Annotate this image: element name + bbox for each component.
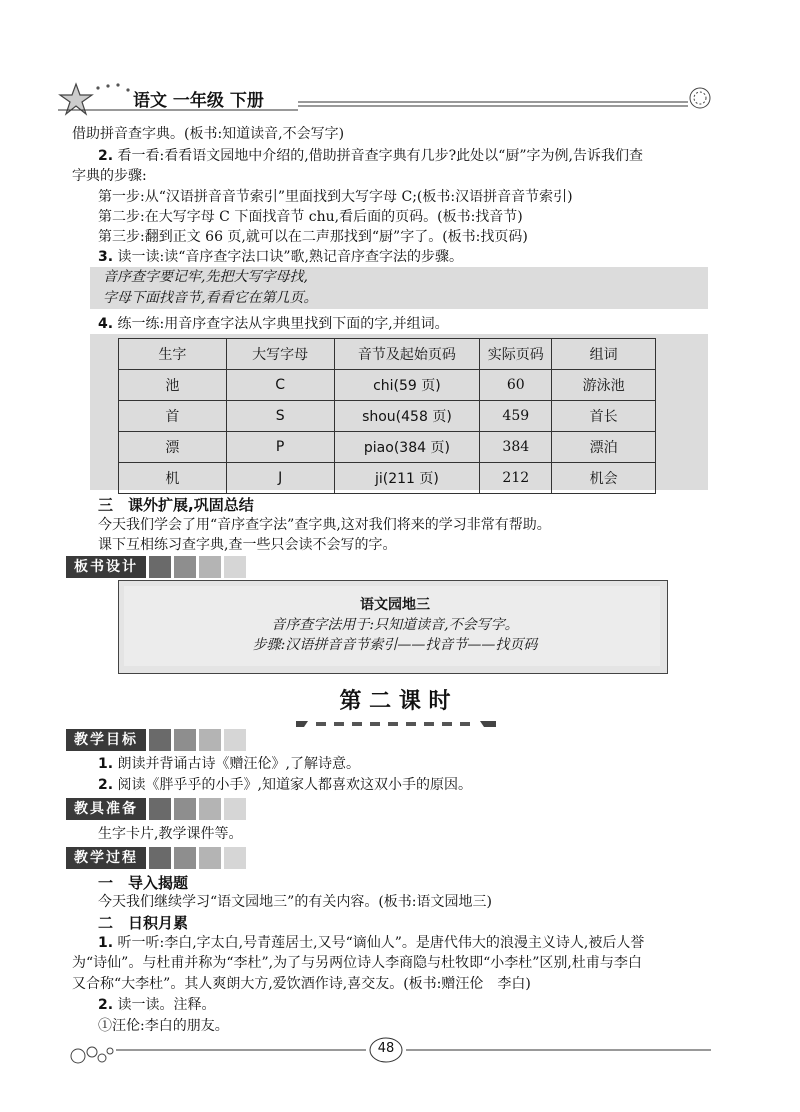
decor-square bbox=[199, 556, 221, 578]
annotation: ①汪伦:李白的朋友。 bbox=[98, 1018, 229, 1034]
decor-square bbox=[224, 847, 246, 869]
table-cell: 机会 bbox=[552, 463, 656, 494]
process-label: 教学过程 bbox=[66, 847, 146, 869]
table-cell: 212 bbox=[480, 463, 552, 494]
item-text: 看一看:看看语文园地中介绍的,借助拼音查字典有几步?此处以“厨”字为例,告诉我们查 bbox=[113, 148, 643, 164]
table-cell: 首长 bbox=[552, 401, 656, 432]
header-title: 语文 一年级 下册 bbox=[133, 91, 264, 111]
table-row bbox=[119, 401, 656, 432]
item-number: 2. bbox=[98, 148, 114, 164]
table-cell: ji(211 页) bbox=[334, 463, 480, 494]
board-line-2: 步骤:汉语拼音音节索引——找音节——找页码 bbox=[252, 637, 538, 653]
decor-square bbox=[199, 729, 221, 751]
decor-square bbox=[174, 556, 196, 578]
step-3: 第三步:翻到正文 66 页,就可以在二声那找到“厨”字了。(板书:找页码) bbox=[98, 229, 528, 245]
decor-square bbox=[224, 729, 246, 751]
decor-square bbox=[174, 847, 196, 869]
decor-square bbox=[149, 847, 171, 869]
board-label-bar bbox=[66, 556, 246, 578]
table-cell: piao(384 页) bbox=[334, 432, 480, 463]
step-2: 第二步:在大写字母 C 下面找音节 chu,看后面的页码。(板书:找音节) bbox=[98, 209, 523, 225]
item-number: 4. bbox=[98, 316, 114, 332]
decor-square bbox=[174, 798, 196, 820]
table-cell: J bbox=[226, 463, 334, 494]
table-row bbox=[119, 432, 656, 463]
decor-square bbox=[149, 729, 171, 751]
table-cell: 459 bbox=[480, 401, 552, 432]
paragraph bbox=[98, 995, 216, 1015]
section-heading: 三 课外扩展,巩固总结 bbox=[98, 496, 254, 514]
item-number: 1. bbox=[98, 756, 114, 772]
step-1: 第一步:从“汉语拼音音节索引”里面找到大写字母 C;(板书:汉语拼音音节索引) bbox=[98, 189, 573, 205]
item-number: 3. bbox=[98, 249, 114, 265]
goals-label: 教学目标 bbox=[66, 729, 146, 751]
item-text: 阅读《胖乎乎的小手》,知道家人都喜欢这双小手的原因。 bbox=[113, 777, 472, 793]
item-number: 2. bbox=[98, 777, 114, 793]
paragraph: 又合称“大李杜”。其人爽朗大方,爱饮酒作诗,喜交友。(板书:赠汪伦 李白) bbox=[72, 976, 531, 992]
table-cell: 机 bbox=[119, 463, 227, 494]
poem-line-2: 字母下面找音节,看看它在第几页。 bbox=[103, 290, 318, 306]
table-cell: C bbox=[226, 370, 334, 401]
board-label: 板书设计 bbox=[66, 556, 146, 578]
text-line: 借助拼音查字典。(板书:知道读音,不会写字) bbox=[72, 126, 345, 142]
item-number: 2. bbox=[98, 997, 114, 1013]
table-header-row bbox=[119, 339, 656, 370]
table-header: 生字 bbox=[119, 339, 227, 370]
section-heading: 二 日积月累 bbox=[98, 914, 189, 932]
item-text: 读一读。注释。 bbox=[113, 997, 216, 1013]
tools-label: 教具准备 bbox=[66, 798, 146, 820]
tools-label-bar bbox=[66, 798, 246, 820]
decor-square bbox=[199, 847, 221, 869]
table-header: 组词 bbox=[552, 339, 656, 370]
lesson-title: 第 二 课 时 bbox=[339, 689, 451, 714]
board-line-1: 音序查字法用于:只知道读音,不会写字。 bbox=[271, 617, 519, 633]
paragraph: 为“诗仙”。与杜甫并称为“李杜”,为了与另两位诗人李商隐与杜牧即“小李杜”区别,杜甫与李白 bbox=[72, 955, 642, 971]
table-cell: 384 bbox=[480, 432, 552, 463]
table-cell: 60 bbox=[480, 370, 552, 401]
poem-line-1: 音序查字要记牢,先把大写字母找, bbox=[103, 269, 308, 285]
item-3 bbox=[98, 247, 463, 267]
table-cell: 漂 bbox=[119, 432, 227, 463]
table-cell: chi(59 页) bbox=[334, 370, 480, 401]
table-cell: shou(458 页) bbox=[334, 401, 480, 432]
decor-square bbox=[149, 556, 171, 578]
table-cell: 漂泊 bbox=[552, 432, 656, 463]
paragraph: 今天我们继续学习“语文园地三”的有关内容。(板书:语文园地三) bbox=[98, 894, 492, 910]
goal-item bbox=[98, 754, 360, 774]
table-cell: S bbox=[226, 401, 334, 432]
goal-item bbox=[98, 775, 472, 795]
lesson-title-underline bbox=[296, 714, 496, 724]
table-header: 实际页码 bbox=[480, 339, 552, 370]
character-table bbox=[118, 338, 656, 494]
item-text: 朗读并背诵古诗《赠汪伦》,了解诗意。 bbox=[113, 756, 360, 772]
process-label-bar bbox=[66, 847, 246, 869]
item-text: 听一听:李白,字太白,号青莲居士,又号“谪仙人”。是唐代伟大的浪漫主义诗人,被后人誉 bbox=[113, 935, 645, 951]
step-intro bbox=[98, 146, 643, 166]
item-text: 读一读:读“音序查字法口诀”歌,熟记音序查字法的步骤。 bbox=[113, 249, 463, 265]
decor-square bbox=[199, 798, 221, 820]
decor-square bbox=[224, 798, 246, 820]
item-number: 1. bbox=[98, 935, 114, 951]
table-header: 大写字母 bbox=[226, 339, 334, 370]
paragraph bbox=[98, 933, 644, 953]
table-cell: 首 bbox=[119, 401, 227, 432]
table-header: 音节及起始页码 bbox=[334, 339, 480, 370]
decor-square bbox=[224, 556, 246, 578]
item-4 bbox=[98, 314, 449, 334]
text-line: 字典的步骤: bbox=[72, 168, 147, 184]
table-row bbox=[119, 463, 656, 494]
paragraph: 课下互相练习查字典,查一些只会读不会写的字。 bbox=[98, 537, 397, 553]
board-title: 语文园地三 bbox=[360, 597, 430, 613]
paragraph: 今天我们学会了用“音序查字法”查字典,这对我们将来的学习非常有帮助。 bbox=[98, 517, 551, 533]
decor-square bbox=[174, 729, 196, 751]
tools-text: 生字卡片,教学课件等。 bbox=[98, 826, 243, 842]
table-row bbox=[119, 370, 656, 401]
item-text: 练一练:用音序查字法从字典里找到下面的字,并组词。 bbox=[113, 316, 449, 332]
goals-label-bar bbox=[66, 729, 246, 751]
decor-square bbox=[149, 798, 171, 820]
table-cell: P bbox=[226, 432, 334, 463]
section-heading: 一 导入揭题 bbox=[98, 874, 189, 892]
footer-decoration bbox=[66, 1036, 736, 1072]
table-cell: 游泳池 bbox=[552, 370, 656, 401]
table-cell: 池 bbox=[119, 370, 227, 401]
page-number: 48 bbox=[377, 1041, 395, 1056]
